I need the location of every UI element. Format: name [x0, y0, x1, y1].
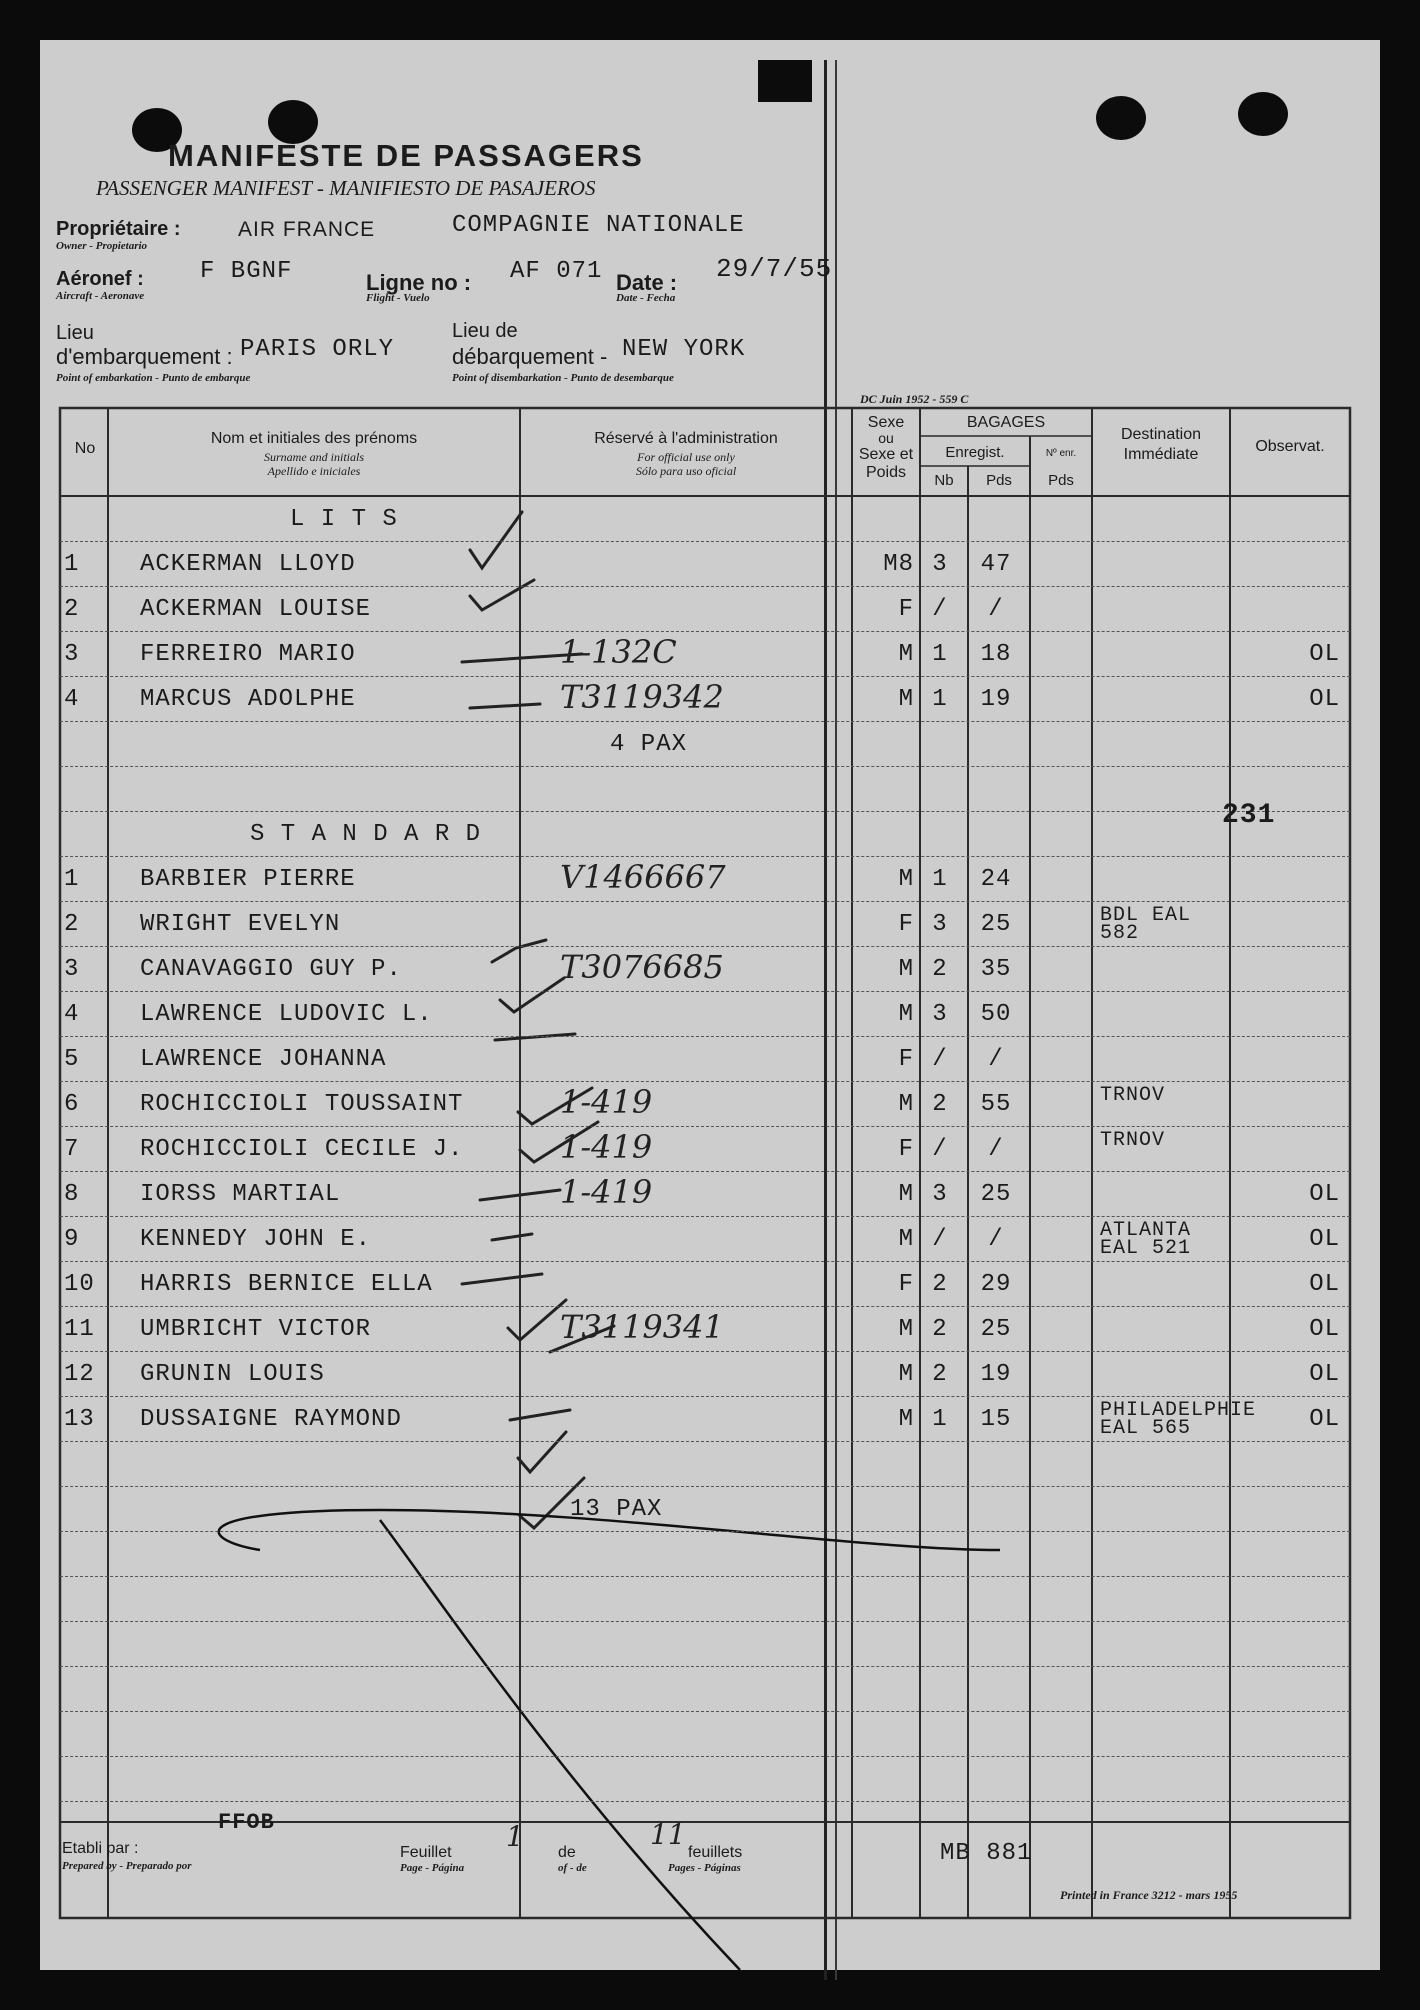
aircraft-label: Aéronef :: [56, 268, 144, 290]
row-number: 9: [64, 1226, 80, 1253]
manifest-sheet: [40, 40, 1380, 1970]
passenger-name: FERREIRO MARIO: [140, 641, 356, 668]
baggage-count: 2: [932, 1271, 948, 1298]
date-label-sub: Date - Fecha: [616, 292, 676, 304]
page-number: 231: [1222, 800, 1276, 831]
baggage-weight: /: [988, 1046, 1004, 1073]
passenger-name: MARCUS ADOLPHE: [140, 686, 356, 713]
row-line: [60, 1486, 1350, 1487]
passenger-name: IORSS MARTIAL: [140, 1181, 341, 1208]
passenger-sex: F: [898, 1271, 914, 1298]
passenger-name: DUSSAIGNE RAYMOND: [140, 1406, 402, 1433]
row-line: [60, 1666, 1350, 1667]
baggage-weight: 55: [980, 1091, 1012, 1118]
observation: OL: [1309, 1181, 1340, 1208]
row-line: [60, 1441, 1350, 1442]
baggage-count: 1: [932, 641, 948, 668]
row-line: [60, 811, 1350, 812]
sheet-label-sub: Page - Página: [400, 1862, 465, 1874]
row-number: 5: [64, 1046, 80, 1073]
col-destination: Destination: [1120, 426, 1202, 443]
row-line: [60, 1711, 1350, 1712]
passenger-sex: F: [898, 1046, 914, 1073]
col-registered: Enregist.: [945, 444, 1005, 461]
destination: BDL EAL 582: [1100, 904, 1192, 945]
section-standard: S T A N D A R D: [250, 821, 482, 848]
admin-entry: T3076685: [560, 948, 724, 986]
observation: OL: [1309, 1271, 1340, 1298]
col-name: Nom et initiales des prénoms: [210, 430, 418, 447]
baggage-weight: 18: [980, 641, 1012, 668]
row-line: [60, 1216, 1350, 1217]
col-admin-sub: Sólo para uso oficial: [635, 464, 737, 478]
row-number: 6: [64, 1091, 80, 1118]
col-sex: ou: [878, 430, 894, 446]
row-number: 7: [64, 1136, 80, 1163]
baggage-weight: 25: [980, 911, 1012, 938]
admin-entry: 1-419: [560, 1128, 653, 1166]
baggage-weight: 29: [980, 1271, 1012, 1298]
col-baggage: BAGAGES: [966, 414, 1046, 431]
row-number: 2: [64, 596, 80, 623]
disembark-label-sub: Point of disembarkation - Punto de desembarque: [452, 372, 674, 384]
row-line: [60, 1576, 1350, 1577]
passenger-name: GRUNIN LOUIS: [140, 1361, 325, 1388]
admin-entry: T3119342: [560, 678, 724, 716]
admin-entry: V1466667: [560, 858, 726, 896]
row-line: [60, 721, 1350, 722]
row-line: [60, 631, 1350, 632]
passenger-name: KENNEDY JOHN E.: [140, 1226, 372, 1253]
passenger-name: ACKERMAN LLOYD: [140, 551, 356, 578]
prepared-label-sub: Prepared by - Preparado por: [62, 1860, 192, 1872]
col-pds: Pds: [986, 472, 1012, 489]
baggage-count: 2: [932, 1361, 948, 1388]
passenger-name: ROCHICCIOLI TOUSSAINT: [140, 1091, 464, 1118]
baggage-count: 2: [932, 1316, 948, 1343]
row-line: [60, 1036, 1350, 1037]
observation: OL: [1309, 1226, 1340, 1253]
pages-label: feuillets: [688, 1844, 743, 1861]
pages-label-sub: Pages - Páginas: [668, 1862, 741, 1874]
col-sex: Sexe: [867, 414, 905, 431]
baggage-count: 1: [932, 866, 948, 893]
row-line: [60, 1351, 1350, 1352]
row-line: [60, 1756, 1350, 1757]
baggage-weight: /: [988, 1136, 1004, 1163]
row-line: [60, 946, 1350, 947]
baggage-weight: 19: [980, 686, 1012, 713]
col-nb: Nb: [934, 472, 954, 489]
prepared-label: Etabli par :: [62, 1840, 139, 1857]
destination: TRNOV: [1100, 1084, 1166, 1107]
row-line: [60, 901, 1350, 902]
baggage-weight: 25: [980, 1316, 1012, 1343]
col-name-sub: Apellido e iniciales: [267, 464, 361, 478]
passenger-name: BARBIER PIERRE: [140, 866, 356, 893]
disembark-value: NEW YORK: [622, 336, 746, 363]
embark-value: PARIS ORLY: [240, 336, 395, 363]
footer-reference: MB 881: [940, 1840, 1033, 1867]
passenger-sex: M: [898, 641, 914, 668]
baggage-count: 1: [932, 1406, 948, 1433]
observation: OL: [1309, 1361, 1340, 1388]
observation: OL: [1309, 1316, 1340, 1343]
flight-label-sub: Flight - Vuelo: [366, 292, 430, 304]
admin-entry: 1-419: [560, 1173, 653, 1211]
row-number: 2: [64, 911, 80, 938]
passenger-sex: F: [898, 911, 914, 938]
admin-entry: 1-419: [560, 1083, 653, 1121]
row-number: 13: [64, 1406, 95, 1433]
col-observ: Observat.: [1255, 438, 1325, 455]
row-line: [60, 856, 1350, 857]
col-admin-sub: For official use only: [637, 450, 735, 464]
admin-entry: 1-132C: [560, 633, 677, 671]
standard-total: 13 PAX: [570, 1496, 663, 1523]
baggage-count: 3: [932, 1181, 948, 1208]
printed-note: Printed in France 3212 - mars 1955: [1060, 1888, 1238, 1902]
of-label-sub: of - de: [558, 1862, 587, 1874]
row-line: [60, 676, 1350, 677]
passenger-sex: M: [898, 1361, 914, 1388]
row-number: 3: [64, 956, 80, 983]
row-line: [60, 991, 1350, 992]
destination: TRNOV: [1100, 1129, 1166, 1152]
passenger-sex: M: [898, 1226, 914, 1253]
row-line: [60, 1621, 1350, 1622]
destination: PHILADELPHIE EAL 565: [1100, 1399, 1257, 1440]
passenger-sex: M: [898, 1091, 914, 1118]
destination: ATLANTA EAL 521: [1100, 1219, 1192, 1260]
of-label: de: [558, 1844, 576, 1861]
row-number: 4: [64, 686, 80, 713]
section-lits: L I T S: [290, 506, 398, 533]
baggage-weight: 25: [980, 1181, 1012, 1208]
baggage-count: 3: [932, 1001, 948, 1028]
passenger-sex: F: [898, 596, 914, 623]
disembark-label: débarquement -: [452, 344, 608, 369]
row-line: [60, 1126, 1350, 1127]
row-line: [60, 1261, 1350, 1262]
passenger-sex: M: [898, 1181, 914, 1208]
total-pages-value: 11: [650, 1818, 686, 1851]
baggage-weight: 35: [980, 956, 1012, 983]
owner-extra: COMPAGNIE NATIONALE: [452, 212, 745, 239]
row-number: 4: [64, 1001, 80, 1028]
col-no: No: [74, 440, 96, 457]
row-line: [60, 1531, 1350, 1532]
col-name-sub: Surname and initials: [263, 450, 364, 464]
col-admin: Réservé à l'administration: [594, 430, 778, 447]
row-line: [60, 1306, 1350, 1307]
row-line: [60, 1171, 1350, 1172]
col-sex: Poids: [865, 464, 907, 481]
col-destination: Immédiate: [1123, 446, 1199, 463]
col-nonreg: Nº enr.: [1045, 448, 1077, 459]
passenger-name: CANAVAGGIO GUY P.: [140, 956, 402, 983]
passenger-name: UMBRICHT VICTOR: [140, 1316, 372, 1343]
owner-label-sub: Owner - Propietario: [56, 240, 148, 252]
owner-value: AIR FRANCE: [238, 218, 376, 241]
baggage-count: /: [932, 1136, 948, 1163]
observation: OL: [1309, 1406, 1340, 1433]
baggage-count: 3: [932, 911, 948, 938]
baggage-weight: 15: [980, 1406, 1012, 1433]
baggage-count: 2: [932, 1091, 948, 1118]
embark-label: Lieu: [56, 322, 94, 344]
baggage-weight: /: [988, 1226, 1004, 1253]
manifest-subtitle: PASSENGER MANIFEST - MANIFIESTO DE PASAJEROS: [96, 176, 596, 200]
passenger-name: LAWRENCE LUDOVIC L.: [140, 1001, 433, 1028]
row-number: 1: [64, 551, 80, 578]
row-line: [60, 766, 1350, 767]
baggage-weight: 47: [980, 551, 1012, 578]
baggage-count: /: [932, 1226, 948, 1253]
disembark-label: Lieu de: [452, 320, 518, 342]
flight-label: Ligne no :: [366, 270, 472, 295]
passenger-sex: M: [898, 1001, 914, 1028]
manifest-title: MANIFESTE DE PASSAGERS: [168, 138, 644, 173]
passenger-sex: F: [898, 1136, 914, 1163]
baggage-weight: /: [988, 596, 1004, 623]
baggage-weight: 50: [980, 1001, 1012, 1028]
passenger-sex: M: [898, 1316, 914, 1343]
embark-label: d'embarquement :: [56, 344, 233, 369]
row-number: 12: [64, 1361, 95, 1388]
row-line: [60, 1396, 1350, 1397]
passenger-name: WRIGHT EVELYN: [140, 911, 341, 938]
col-sex: Sexe et: [858, 446, 914, 463]
aircraft-label-sub: Aircraft - Aeronave: [56, 290, 145, 302]
row-line: [60, 1801, 1350, 1802]
baggage-count: /: [932, 1046, 948, 1073]
row-number: 3: [64, 641, 80, 668]
admin-entry: T3119341: [560, 1308, 724, 1346]
passenger-sex: M8: [883, 551, 914, 578]
row-line: [60, 541, 1350, 542]
passenger-sex: M: [898, 956, 914, 983]
observation: OL: [1309, 686, 1340, 713]
passenger-sex: M: [898, 1406, 914, 1433]
observation: OL: [1309, 641, 1340, 668]
aircraft-value: F BGNF: [200, 258, 293, 285]
flight-value: AF 071: [510, 258, 603, 285]
lits-total: 4 PAX: [610, 731, 688, 758]
col-nonreg-pds: Pds: [1048, 472, 1074, 489]
embark-label-sub: Point of embarkation - Punto de embarque: [56, 372, 251, 384]
owner-label: Propriétaire :: [56, 218, 181, 240]
baggage-count: 1: [932, 686, 948, 713]
passenger-name: ACKERMAN LOUISE: [140, 596, 372, 623]
date-value: 29/7/55: [716, 254, 833, 284]
row-line: [60, 586, 1350, 587]
baggage-count: 2: [932, 956, 948, 983]
passenger-name: HARRIS BERNICE ELLA: [140, 1271, 433, 1298]
row-number: 1: [64, 866, 80, 893]
baggage-count: /: [932, 596, 948, 623]
date-label: Date :: [616, 270, 678, 295]
form-reference: DC Juin 1952 - 559 C: [860, 392, 969, 406]
passenger-sex: M: [898, 866, 914, 893]
row-number: 11: [64, 1316, 95, 1343]
passenger-name: ROCHICCIOLI CECILE J.: [140, 1136, 464, 1163]
row-line: [60, 1081, 1350, 1082]
sheet-label: Feuillet: [400, 1844, 452, 1861]
row-number: 10: [64, 1271, 95, 1298]
baggage-count: 3: [932, 551, 948, 578]
prepared-value: FFOB: [218, 1810, 275, 1835]
baggage-weight: 24: [980, 866, 1012, 893]
sheet-value: 1: [506, 1820, 524, 1853]
row-number: 8: [64, 1181, 80, 1208]
passenger-sex: M: [898, 686, 914, 713]
passenger-name: LAWRENCE JOHANNA: [140, 1046, 387, 1073]
baggage-weight: 19: [980, 1361, 1012, 1388]
